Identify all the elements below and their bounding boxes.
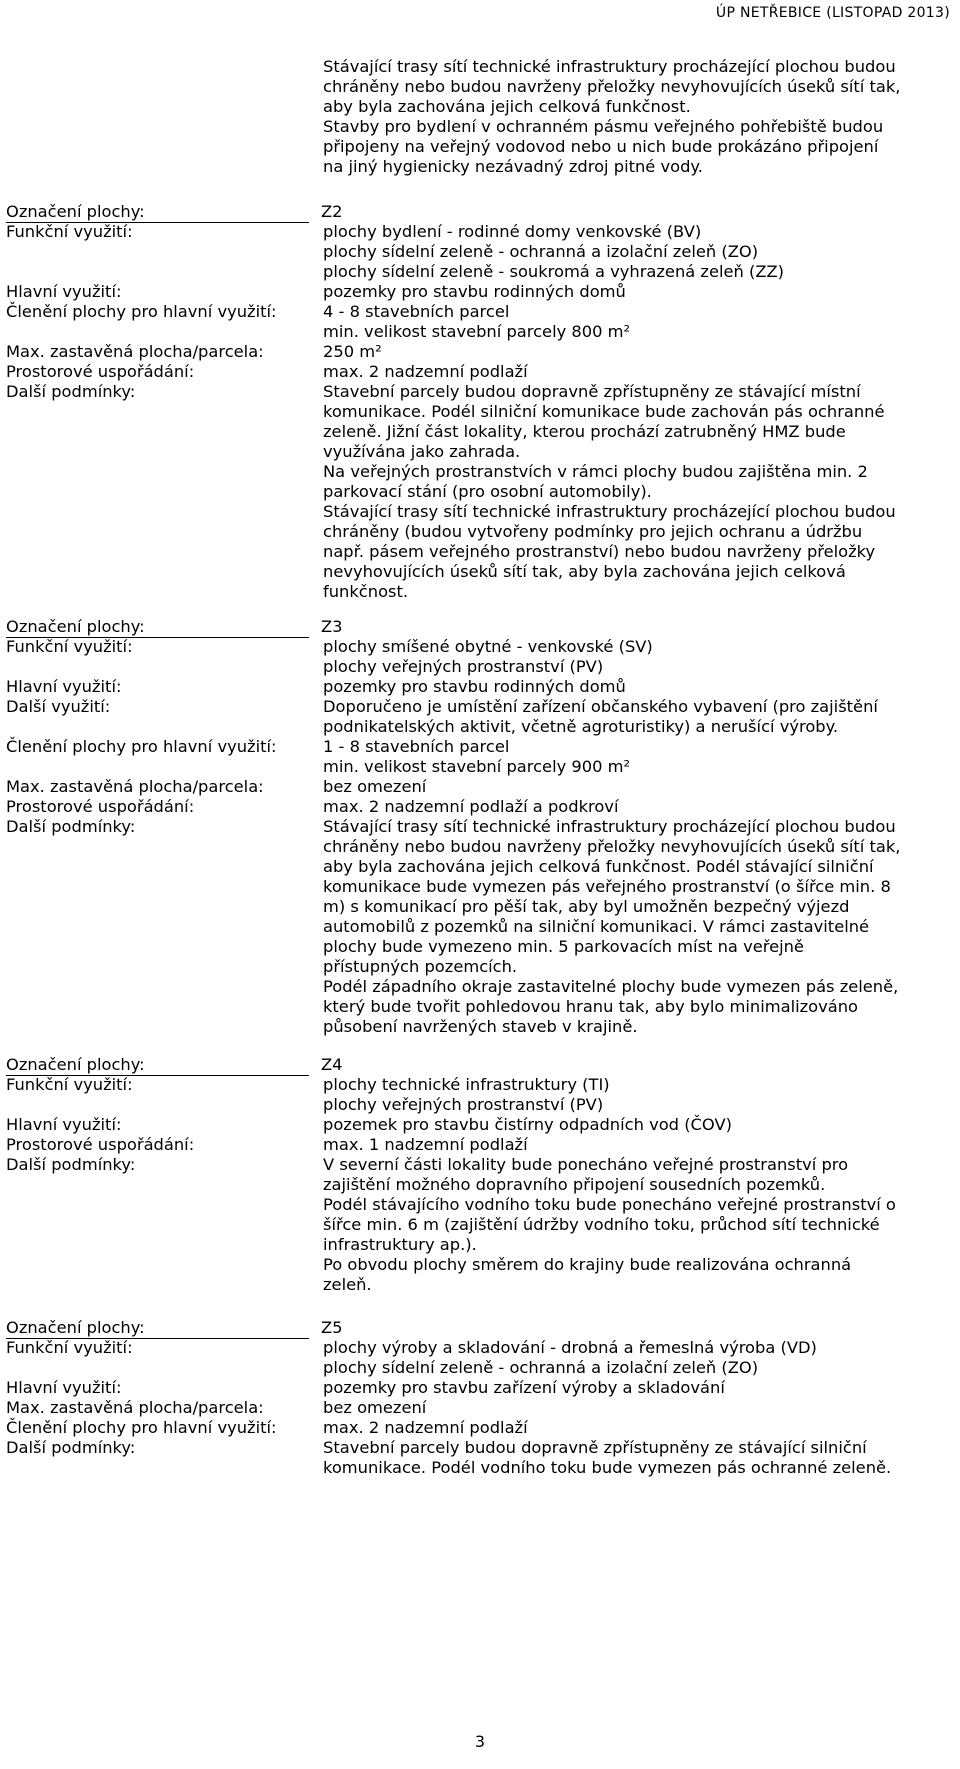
field-label: Hlavní využití: [6, 1378, 122, 1397]
field-value: funkčnost. [323, 582, 409, 601]
field-label: Členění plochy pro hlavní využití: [6, 302, 277, 321]
field-value: min. velikost stavební parcely 900 m² [323, 757, 631, 776]
field-value: plochy sídelní zeleně - ochranná a izolační zeleň (ZO) [323, 242, 759, 261]
zone-title-row [6, 617, 343, 638]
field-value: Stavební parcely budou dopravně zpřístupněny ze stávající místní [323, 382, 861, 401]
field-label: Hlavní využití: [6, 1115, 122, 1134]
field-label: Funkční využití: [6, 1338, 133, 1357]
field-value: 250 m² [323, 342, 382, 361]
field-value: Na veřejných prostranstvích v rámci plochy budou zajištěna min. 2 [323, 462, 868, 481]
field-value: V severní části lokality bude ponecháno veřejné prostranství pro [323, 1155, 849, 1174]
field-value: pozemky pro stavbu rodinných domů [323, 677, 626, 696]
field-value: přístupných pozemcích. [323, 957, 518, 976]
zone-title-row [6, 202, 343, 223]
field-value: chráněny (budou vytvořeny podmínky pro jejich ochranu a údržbu [323, 522, 863, 541]
field-value: Stávající trasy sítí technické infrastruktury procházející plochou budou [323, 817, 896, 836]
field-value: plochy technické infrastruktury (TI) [323, 1075, 610, 1094]
field-value: max. 2 nadzemní podlaží a podkroví [323, 797, 619, 816]
field-label: Prostorové uspořádání: [6, 1135, 195, 1154]
field-label: Další podmínky: [6, 817, 136, 836]
field-value: zeleně. Jižní část lokality, kterou prochází zatrubněný HMZ bude [323, 422, 846, 441]
field-label: Prostorové uspořádání: [6, 362, 195, 381]
field-value: působení navržených staveb v krajině. [323, 1017, 638, 1036]
field-value: Doporučeno je umístění zařízení občanského vybavení (pro zajištění [323, 697, 878, 716]
field-label: Funkční využití: [6, 637, 133, 656]
field-value: max. 2 nadzemní podlaží [323, 1418, 528, 1437]
field-value: Stávající trasy sítí technické infrastruktury procházející plochou budou [323, 502, 896, 521]
field-value: pozemek pro stavbu čistírny odpadních vod (ČOV) [323, 1115, 732, 1134]
field-value: automobilů z pozemků na silniční komunikaci. V rámci zastavitelné [323, 917, 870, 936]
field-value: max. 1 nadzemní podlaží [323, 1135, 528, 1154]
document-header: ÚP NETŘEBICE (LISTOPAD 2013) [715, 5, 950, 21]
field-value: nevyhovujících úseků sítí tak, aby byla zachována jejich celková [323, 562, 846, 581]
zone-code: Z4 [321, 1055, 343, 1074]
field-value: podnikatelských aktivit, včetně agroturistiky) a nerušící výroby. [323, 717, 839, 736]
field-value: bez omezení [323, 1398, 427, 1417]
field-value: plochy veřejných prostranství (PV) [323, 657, 604, 676]
field-value: aby byla zachována jejich celková funkčnost. Podél stávající silniční [323, 857, 874, 876]
field-value: pozemky pro stavbu rodinných domů [323, 282, 626, 301]
field-value: šířce min. 6 m (zajištění údržby vodního toku, průchod sítí technické [323, 1215, 880, 1234]
field-value: chráněny nebo budou navrženy přeložky nevyhovujících úseků sítí tak, [323, 837, 901, 856]
field-value: komunikace. Podél silniční komunikace bude zachován pás ochranné [323, 402, 885, 421]
intro-line: chráněny nebo budou navrženy přeložky nevyhovujících úseků sítí tak, [323, 77, 901, 96]
field-value: využívána jako zahrada. [323, 442, 521, 461]
field-value: max. 2 nadzemní podlaží [323, 362, 528, 381]
field-label: Další podmínky: [6, 1155, 136, 1174]
field-value: parkovací stání (pro osobní automobily). [323, 482, 652, 501]
field-value: komunikace. Podél vodního toku bude vymezen pás ochranné zeleně. [323, 1458, 892, 1477]
field-value: který bude tvořit pohledovou hranu tak, aby bylo minimalizováno [323, 997, 859, 1016]
field-label: Max. zastavěná plocha/parcela: [6, 1398, 264, 1417]
intro-line: Stavby pro bydlení v ochranném pásmu veřejného pohřebiště budou [323, 117, 884, 136]
field-value: komunikace bude vymezen pás veřejného prostranství (o šířce min. 8 [323, 877, 891, 896]
field-label: Funkční využití: [6, 222, 133, 241]
field-value: např. pásem veřejného prostranství) nebo budou navrženy přeložky [323, 542, 876, 561]
field-value: plochy veřejných prostranství (PV) [323, 1095, 604, 1114]
field-label: Prostorové uspořádání: [6, 797, 195, 816]
zone-title-label: Označení plochy: [6, 1318, 145, 1337]
field-value: zeleň. [323, 1275, 372, 1294]
field-value: Podél západního okraje zastavitelné plochy bude vymezen pás zeleně, [323, 977, 899, 996]
zone-code: Z5 [321, 1318, 343, 1337]
field-label: Max. zastavěná plocha/parcela: [6, 777, 264, 796]
field-value: plochy výroby a skladování - drobná a řemeslná výroba (VD) [323, 1338, 817, 1357]
intro-line: na jiný hygienicky nezávadný zdroj pitné vody. [323, 157, 703, 176]
zone-code: Z3 [321, 617, 343, 636]
zone-title-label: Označení plochy: [6, 1055, 145, 1074]
field-label: Max. zastavěná plocha/parcela: [6, 342, 264, 361]
field-label: Další využití: [6, 697, 111, 716]
page-number: 3 [474, 1732, 486, 1751]
field-value: pozemky pro stavbu zařízení výroby a skladování [323, 1378, 725, 1397]
zone-code: Z2 [321, 202, 343, 221]
field-label: Členění plochy pro hlavní využití: [6, 1418, 277, 1437]
field-label: Hlavní využití: [6, 282, 122, 301]
field-label: Hlavní využití: [6, 677, 122, 696]
intro-line: připojeny na veřejný vodovod nebo u nich bude prokázáno připojení [323, 137, 879, 156]
zone-title-row [6, 1318, 343, 1339]
field-value: 1 - 8 stavebních parcel [323, 737, 510, 756]
field-value: 4 - 8 stavebních parcel [323, 302, 510, 321]
field-value: plochy bude vymezeno min. 5 parkovacích míst na veřejně [323, 937, 804, 956]
zone-title-label: Označení plochy: [6, 617, 145, 636]
zone-title-label: Označení plochy: [6, 202, 145, 221]
field-value: plochy sídelní zeleně - ochranná a izolační zeleň (ZO) [323, 1358, 759, 1377]
field-value: min. velikost stavební parcely 800 m² [323, 322, 631, 341]
field-value: plochy sídelní zeleně - soukromá a vyhrazená zeleň (ZZ) [323, 262, 785, 281]
zone-title-row [6, 1055, 343, 1076]
field-label: Funkční využití: [6, 1075, 133, 1094]
field-label: Členění plochy pro hlavní využití: [6, 737, 277, 756]
field-label: Další podmínky: [6, 1438, 136, 1457]
field-value: Stavební parcely budou dopravně zpřístupněny ze stávající silniční [323, 1438, 867, 1457]
field-value: Podél stávajícího vodního toku bude ponecháno veřejné prostranství o [323, 1195, 896, 1214]
intro-line: aby byla zachována jejich celková funkčnost. [323, 97, 691, 116]
field-label: Další podmínky: [6, 382, 136, 401]
field-value: Po obvodu plochy směrem do krajiny bude realizována ochranná [323, 1255, 852, 1274]
intro-line: Stávající trasy sítí technické infrastruktury procházející plochou budou [323, 57, 896, 76]
field-value: bez omezení [323, 777, 427, 796]
field-value: infrastruktury ap.). [323, 1235, 477, 1254]
field-value: plochy bydlení - rodinné domy venkovské (BV) [323, 222, 702, 241]
field-value: plochy smíšené obytné - venkovské (SV) [323, 637, 653, 656]
field-value: zajištění možného dopravního připojení sousedních pozemků. [323, 1175, 826, 1194]
field-value: m) s komunikací pro pěší tak, aby byl umožněn bezpečný výjezd [323, 897, 850, 916]
